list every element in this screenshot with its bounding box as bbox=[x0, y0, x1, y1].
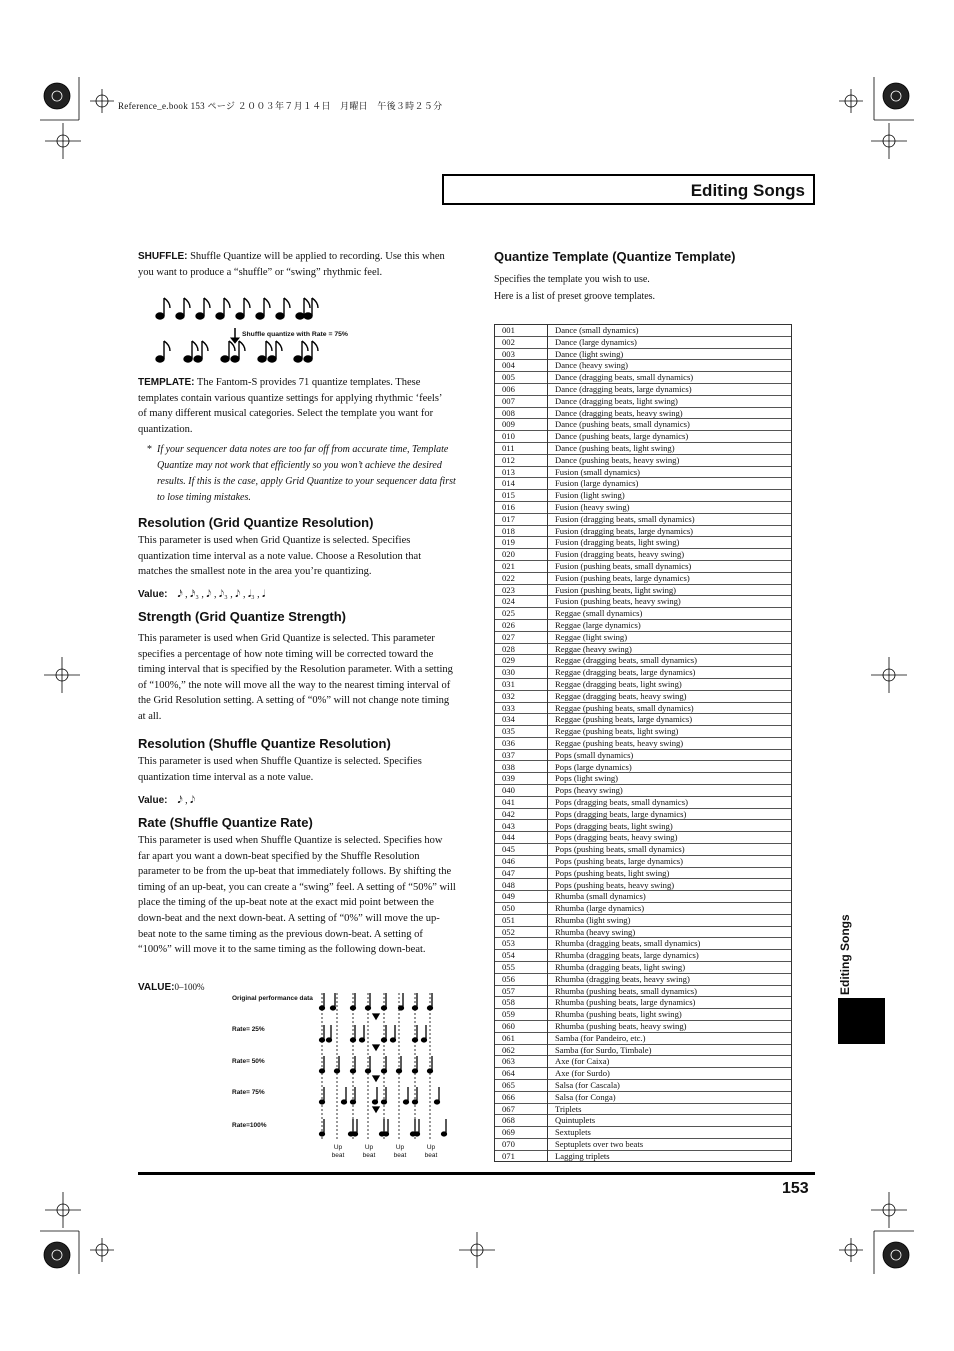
template-number: 056 bbox=[495, 973, 548, 985]
template-name: Fusion (pushing beats, small dynamics) bbox=[548, 560, 792, 572]
template-name: Reggae (pushing beats, light swing) bbox=[548, 726, 792, 738]
diagram-row-label-100: Rate=100% bbox=[232, 1122, 267, 1129]
template-number: 020 bbox=[495, 549, 548, 561]
template-label: TEMPLATE: bbox=[138, 377, 195, 388]
template-name: Fusion (small dynamics) bbox=[548, 466, 792, 478]
table-row bbox=[495, 1138, 791, 1150]
down-arrow bbox=[231, 328, 239, 343]
template-number: 004 bbox=[495, 360, 548, 372]
template-name: Dance (light swing) bbox=[548, 348, 792, 360]
template-name: Fusion (large dynamics) bbox=[548, 478, 792, 490]
template-number: 063 bbox=[495, 1056, 548, 1068]
template-number: 011 bbox=[495, 442, 548, 454]
table-row bbox=[495, 1115, 791, 1127]
template-name: Axe (for Caixa) bbox=[548, 1056, 792, 1068]
template-name: Lagging triplets bbox=[548, 1150, 792, 1161]
table-row bbox=[495, 348, 791, 360]
rate-text: This parameter is used when Shuffle Quantize is selected. Specifies how far apart you want a down-beat specified by the Shuffle Resolution parameter to be from the up-beat that immediately follows. By shifting the timing of an up-beat, you can create a “swing” feel. A setting of “50%” will place the timing of the up-beat note at the exact mid point between the down-beat and the next down-beat. A setting of “0%” will move the up-beat note to the same timing as the previous down-beat. A setting of “100%” will move it to the same timing as the following down-beat. bbox=[138, 835, 456, 956]
template-number: 041 bbox=[495, 796, 548, 808]
template-name: Dance (dragging beats, large dynamics) bbox=[548, 383, 792, 395]
template-name: Dance (pushing beats, small dynamics) bbox=[548, 419, 792, 431]
template-number: 008 bbox=[495, 407, 548, 419]
table-row bbox=[495, 1009, 791, 1021]
template-name: Septuplets over two beats bbox=[548, 1138, 792, 1150]
template-name: Rhumba (dragging beats, light swing) bbox=[548, 962, 792, 974]
template-number: 001 bbox=[495, 325, 548, 336]
template-name: Rhumba (heavy swing) bbox=[548, 926, 792, 938]
template-number: 014 bbox=[495, 478, 548, 490]
table-row bbox=[495, 336, 791, 348]
template-number: 042 bbox=[495, 808, 548, 820]
table-row bbox=[495, 325, 791, 336]
shuffle-paragraph bbox=[138, 249, 450, 280]
table-row bbox=[495, 820, 791, 832]
table-row bbox=[495, 372, 791, 384]
template-name: Reggae (dragging beats, large dynamics) bbox=[548, 667, 792, 679]
table-row bbox=[495, 655, 791, 667]
table-row bbox=[495, 749, 791, 761]
table-row bbox=[495, 442, 791, 454]
diagram-row-label-75: Rate= 75% bbox=[232, 1089, 265, 1096]
template-name: Fusion (dragging beats, large dynamics) bbox=[548, 525, 792, 537]
template-number: 002 bbox=[495, 336, 548, 348]
table-row bbox=[495, 903, 791, 915]
table-row bbox=[495, 938, 791, 950]
template-number: 061 bbox=[495, 1032, 548, 1044]
template-text: The Fantom-S provides 71 quantize templates. These templates contain various quantize settings for applying rhythmic ‘feels’ of many different musical categories. Select the template you want for quantization. bbox=[138, 377, 442, 435]
template-number: 036 bbox=[495, 737, 548, 749]
table-row bbox=[495, 1127, 791, 1139]
template-name: Pops (small dynamics) bbox=[548, 749, 792, 761]
template-name: Rhumba (dragging beats, small dynamics) bbox=[548, 938, 792, 950]
table-row bbox=[495, 867, 791, 879]
template-name: Samba (for Surdo, Timbale) bbox=[548, 1044, 792, 1056]
template-number: 046 bbox=[495, 855, 548, 867]
table-row bbox=[495, 785, 791, 797]
table-row bbox=[495, 891, 791, 903]
template-number: 032 bbox=[495, 690, 548, 702]
template-number: 045 bbox=[495, 844, 548, 856]
table-row bbox=[495, 431, 791, 443]
table-row bbox=[495, 950, 791, 962]
template-name: Axe (for Surdo) bbox=[548, 1068, 792, 1080]
template-number: 037 bbox=[495, 749, 548, 761]
template-name: Rhumba (pushing beats, small dynamics) bbox=[548, 985, 792, 997]
template-number: 026 bbox=[495, 619, 548, 631]
book-header-line: Reference_e.book 153 ページ ２００３年７月１４日 月曜日 午後３時２５分 bbox=[118, 101, 443, 111]
template-number: 043 bbox=[495, 820, 548, 832]
table-row bbox=[495, 525, 791, 537]
table-row bbox=[495, 855, 791, 867]
table-row bbox=[495, 997, 791, 1009]
note-mark: * bbox=[147, 444, 152, 455]
template-name: Dance (pushing beats, large dynamics) bbox=[548, 431, 792, 443]
rate-diagram bbox=[315, 988, 450, 1143]
template-number: 012 bbox=[495, 454, 548, 466]
template-number: 031 bbox=[495, 678, 548, 690]
template-number: 035 bbox=[495, 726, 548, 738]
template-number: 054 bbox=[495, 950, 548, 962]
template-number: 068 bbox=[495, 1115, 548, 1127]
table-row bbox=[495, 667, 791, 679]
diagram-row-label-original: Original performance data bbox=[232, 995, 313, 1002]
template-number: 016 bbox=[495, 501, 548, 513]
page-title-box bbox=[442, 174, 815, 205]
template-number: 030 bbox=[495, 667, 548, 679]
template-name: Reggae (dragging beats, light swing) bbox=[548, 678, 792, 690]
template-table-body bbox=[495, 325, 791, 1162]
grid-resolution-value-label: Value: bbox=[138, 589, 168, 600]
table-row bbox=[495, 962, 791, 974]
table-row bbox=[495, 973, 791, 985]
quantize-template-heading: Quantize Template (Quantize Template) bbox=[494, 249, 736, 264]
shuffle-resolution-value bbox=[138, 790, 195, 808]
template-name: Pops (pushing beats, light swing) bbox=[548, 867, 792, 879]
table-row bbox=[495, 985, 791, 997]
table-row bbox=[495, 1032, 791, 1044]
template-number: 050 bbox=[495, 903, 548, 915]
quantize-template-intro-1: Specifies the template you wish to use. bbox=[494, 274, 650, 285]
template-number: 070 bbox=[495, 1138, 548, 1150]
table-row bbox=[495, 619, 791, 631]
template-number: 053 bbox=[495, 938, 548, 950]
template-number: 044 bbox=[495, 832, 548, 844]
table-row bbox=[495, 773, 791, 785]
table-row bbox=[495, 478, 791, 490]
template-name: Reggae (pushing beats, heavy swing) bbox=[548, 737, 792, 749]
template-name: Dance (small dynamics) bbox=[555, 325, 639, 336]
table-row bbox=[495, 796, 791, 808]
template-number: 062 bbox=[495, 1044, 548, 1056]
template-name: Pops (light swing) bbox=[548, 773, 792, 785]
footer-rule bbox=[138, 1172, 815, 1175]
grid-resolution-value bbox=[138, 584, 265, 602]
table-row bbox=[495, 572, 791, 584]
table-row bbox=[495, 761, 791, 773]
template-number: 018 bbox=[495, 525, 548, 537]
template-name: Pops (pushing beats, small dynamics) bbox=[548, 844, 792, 856]
template-paragraph bbox=[138, 375, 452, 437]
rate-value-range: 0–100% bbox=[174, 982, 205, 992]
template-name: Rhumba (large dynamics) bbox=[548, 903, 792, 915]
template-name: Sextuplets bbox=[548, 1127, 792, 1139]
template-name: Rhumba (pushing beats, heavy swing) bbox=[548, 1021, 792, 1033]
template-name: Pops (heavy swing) bbox=[548, 785, 792, 797]
template-name: Pops (dragging beats, small dynamics) bbox=[548, 796, 792, 808]
template-name: Salsa (for Conga) bbox=[548, 1091, 792, 1103]
page-title: Editing Songs bbox=[690, 181, 805, 200]
table-row bbox=[495, 737, 791, 749]
template-number: 065 bbox=[495, 1080, 548, 1092]
template-number: 028 bbox=[495, 643, 548, 655]
template-number: 019 bbox=[495, 537, 548, 549]
template-name: Rhumba (dragging beats, heavy swing) bbox=[548, 973, 792, 985]
table-row bbox=[495, 726, 791, 738]
shuffle-figure-caption: Shuffle quantize with Rate = 75% bbox=[242, 331, 348, 338]
shuffled-notes bbox=[156, 341, 318, 362]
table-row bbox=[495, 360, 791, 372]
template-number: 023 bbox=[495, 584, 548, 596]
table-row bbox=[495, 407, 791, 419]
template-name: Fusion (light swing) bbox=[548, 490, 792, 502]
table-row bbox=[495, 513, 791, 525]
template-table bbox=[495, 325, 791, 1162]
table-row bbox=[495, 608, 791, 620]
template-number: 071 bbox=[495, 1150, 548, 1161]
template-name: Pops (dragging beats, light swing) bbox=[548, 820, 792, 832]
strength-heading: Strength (Grid Quantize Strength) bbox=[138, 609, 346, 624]
template-number: 021 bbox=[495, 560, 548, 572]
rate-heading: Rate (Shuffle Quantize Rate) bbox=[138, 815, 313, 830]
table-row bbox=[495, 879, 791, 891]
template-note: If your sequencer data notes are too far off from accurate time, Template Quantize may not work that efficiently so you won’t achieve the desired results. If this is the case, apply Grid Quantize to your sequencer data first to lose timing mistakes. bbox=[157, 444, 456, 503]
template-name: Dance (dragging beats, light swing) bbox=[548, 395, 792, 407]
diagram-row-label-25: Rate= 25% bbox=[232, 1026, 265, 1033]
template-name: Dance (large dynamics) bbox=[548, 336, 792, 348]
template-number: 064 bbox=[495, 1068, 548, 1080]
table-row bbox=[495, 454, 791, 466]
template-number: 003 bbox=[495, 348, 548, 360]
diagram-row-label-50: Rate= 50% bbox=[232, 1058, 265, 1065]
diagram-col-label: Up beat bbox=[393, 1144, 407, 1159]
template-name: Reggae (large dynamics) bbox=[548, 619, 792, 631]
template-number: 006 bbox=[495, 383, 548, 395]
grid-resolution-value-symbols: 𝅘𝅥𝅯 , 𝅘𝅥𝅯₃ , 𝅘𝅥𝅮 , 𝅘𝅥𝅮₃ , 𝅘𝅥𝅮 , 𝅘𝅥₃ , 𝅘𝅥 bbox=[177, 589, 266, 600]
table-row bbox=[495, 926, 791, 938]
template-number: 039 bbox=[495, 773, 548, 785]
template-number: 024 bbox=[495, 596, 548, 608]
diagram-col-label: Up beat bbox=[331, 1144, 345, 1159]
table-row bbox=[495, 1103, 791, 1115]
template-name: Dance (pushing beats, light swing) bbox=[548, 442, 792, 454]
template-name: Samba (for Pandeiro, etc.) bbox=[548, 1032, 792, 1044]
template-name: Triplets bbox=[548, 1103, 792, 1115]
shuffle-resolution-text: This parameter is used when Shuffle Quantize is selected. Specifies quantization time interval as a note value. bbox=[138, 756, 422, 783]
template-number: 060 bbox=[495, 1021, 548, 1033]
template-number: 052 bbox=[495, 926, 548, 938]
table-row bbox=[495, 690, 791, 702]
table-row bbox=[495, 466, 791, 478]
table-row bbox=[495, 714, 791, 726]
template-name: Fusion (pushing beats, light swing) bbox=[548, 584, 792, 596]
table-row bbox=[495, 537, 791, 549]
template-number: 034 bbox=[495, 714, 548, 726]
diagram-col-label: Up beat bbox=[362, 1144, 376, 1159]
side-tab bbox=[838, 998, 885, 1044]
table-row bbox=[495, 395, 791, 407]
template-name: Pops (pushing beats, heavy swing) bbox=[548, 879, 792, 891]
table-row bbox=[495, 832, 791, 844]
template-number: 051 bbox=[495, 914, 548, 926]
template-name: Reggae (dragging beats, small dynamics) bbox=[548, 655, 792, 667]
table-row bbox=[495, 702, 791, 714]
template-number: 009 bbox=[495, 419, 548, 431]
template-number: 066 bbox=[495, 1091, 548, 1103]
template-name: Reggae (light swing) bbox=[548, 631, 792, 643]
template-number: 040 bbox=[495, 785, 548, 797]
template-number: 033 bbox=[495, 702, 548, 714]
grid-resolution-heading: Resolution (Grid Quantize Resolution) bbox=[138, 515, 374, 530]
template-number: 013 bbox=[495, 466, 548, 478]
strength-text: This parameter is used when Grid Quantize is selected. This parameter specifies a percentage of how note timing will be corrected toward the timing interval that is specified by the Resolution parameter. With a setting of “100%,” the note will move all the way to the nearest timing interval of the Grid Resolution setting. A setting of “0%” will not change note timing at all. bbox=[138, 633, 453, 722]
template-name: Rhumba (small dynamics) bbox=[548, 891, 792, 903]
side-tab-label: Editing Songs bbox=[838, 914, 852, 995]
table-row bbox=[495, 419, 791, 431]
table-row bbox=[495, 1044, 791, 1056]
quantize-template-intro-2: Here is a list of preset groove templates. bbox=[494, 291, 656, 302]
table-row bbox=[495, 1021, 791, 1033]
template-number: 038 bbox=[495, 761, 548, 773]
table-row bbox=[495, 501, 791, 513]
template-number: 027 bbox=[495, 631, 548, 643]
template-name: Fusion (heavy swing) bbox=[548, 501, 792, 513]
template-number: 047 bbox=[495, 867, 548, 879]
shuffle-resolution-value-label: Value: bbox=[138, 795, 168, 806]
template-table-wrap bbox=[494, 324, 792, 1162]
template-name: Fusion (dragging beats, light swing) bbox=[548, 537, 792, 549]
shuffle-resolution-value-symbols: 𝅘𝅥𝅯 , 𝅘𝅥𝅮 bbox=[177, 795, 196, 806]
template-number: 059 bbox=[495, 1009, 548, 1021]
template-number: 055 bbox=[495, 962, 548, 974]
template-name: Reggae (small dynamics) bbox=[548, 608, 792, 620]
template-name: Pops (dragging beats, large dynamics) bbox=[548, 808, 792, 820]
template-name: Dance (heavy swing) bbox=[548, 360, 792, 372]
template-number: 015 bbox=[495, 490, 548, 502]
table-row bbox=[495, 1150, 791, 1161]
template-name: Rhumba (pushing beats, light swing) bbox=[548, 1009, 792, 1021]
template-number: 057 bbox=[495, 985, 548, 997]
template-name: Rhumba (light swing) bbox=[548, 914, 792, 926]
table-row bbox=[495, 490, 791, 502]
shuffle-text: Shuffle Quantize will be applied to recording. Use this when you want to produce a “shuffle” or “swing” rhythmic feel. bbox=[138, 251, 445, 278]
template-number: 048 bbox=[495, 879, 548, 891]
template-name: Reggae (heavy swing) bbox=[548, 643, 792, 655]
template-name: Dance (dragging beats, small dynamics) bbox=[548, 372, 792, 384]
table-row bbox=[495, 808, 791, 820]
table-row bbox=[495, 549, 791, 561]
template-name: Dance (pushing beats, heavy swing) bbox=[548, 454, 792, 466]
table-row bbox=[495, 631, 791, 643]
template-name: Fusion (dragging beats, heavy swing) bbox=[548, 549, 792, 561]
table-row bbox=[495, 584, 791, 596]
rate-value-label: VALUE: bbox=[138, 982, 175, 993]
template-number: 067 bbox=[495, 1103, 548, 1115]
table-row bbox=[495, 844, 791, 856]
rate-value bbox=[138, 977, 204, 995]
diagram-col-label: Up beat bbox=[424, 1144, 438, 1159]
template-number: 058 bbox=[495, 997, 548, 1009]
table-row bbox=[495, 560, 791, 572]
template-name: Fusion (dragging beats, small dynamics) bbox=[548, 513, 792, 525]
table-row bbox=[495, 1091, 791, 1103]
template-name: Pops (pushing beats, large dynamics) bbox=[548, 855, 792, 867]
original-notes bbox=[156, 298, 318, 319]
table-row bbox=[495, 914, 791, 926]
template-name: Rhumba (dragging beats, large dynamics) bbox=[548, 950, 792, 962]
table-row bbox=[495, 596, 791, 608]
template-name: Pops (large dynamics) bbox=[548, 761, 792, 773]
template-number: 069 bbox=[495, 1127, 548, 1139]
template-name: Reggae (dragging beats, heavy swing) bbox=[548, 690, 792, 702]
template-number: 049 bbox=[495, 891, 548, 903]
template-number: 010 bbox=[495, 431, 548, 443]
table-row bbox=[495, 1056, 791, 1068]
shuffle-resolution-heading: Resolution (Shuffle Quantize Resolution) bbox=[138, 736, 391, 751]
template-name: Dance (dragging beats, heavy swing) bbox=[548, 407, 792, 419]
shuffle-label: SHUFFLE: bbox=[138, 251, 188, 262]
table-row bbox=[495, 1068, 791, 1080]
table-row bbox=[495, 383, 791, 395]
template-name: Fusion (pushing beats, large dynamics) bbox=[548, 572, 792, 584]
template-name: Quintuplets bbox=[548, 1115, 792, 1127]
table-row bbox=[495, 1080, 791, 1092]
template-name: Reggae (pushing beats, small dynamics) bbox=[548, 702, 792, 714]
page-number: 153 bbox=[782, 1180, 809, 1197]
template-name: Reggae (pushing beats, large dynamics) bbox=[548, 714, 792, 726]
template-name: Salsa (for Cascala) bbox=[548, 1080, 792, 1092]
table-row bbox=[495, 678, 791, 690]
template-number: 005 bbox=[495, 372, 548, 384]
template-name: Rhumba (pushing beats, large dynamics) bbox=[548, 997, 792, 1009]
template-name: Pops (dragging beats, heavy swing) bbox=[548, 832, 792, 844]
table-row bbox=[495, 643, 791, 655]
template-number: 022 bbox=[495, 572, 548, 584]
template-number: 025 bbox=[495, 608, 548, 620]
template-number: 017 bbox=[495, 513, 548, 525]
template-name: Fusion (pushing beats, heavy swing) bbox=[548, 596, 792, 608]
template-number: 007 bbox=[495, 395, 548, 407]
grid-resolution-text: This parameter is used when Grid Quantize is selected. Specifies quantization time interval as a note value. Choose a Resolution that matches the smallest note in the area you’re quantizing. bbox=[138, 535, 422, 578]
template-number: 029 bbox=[495, 655, 548, 667]
